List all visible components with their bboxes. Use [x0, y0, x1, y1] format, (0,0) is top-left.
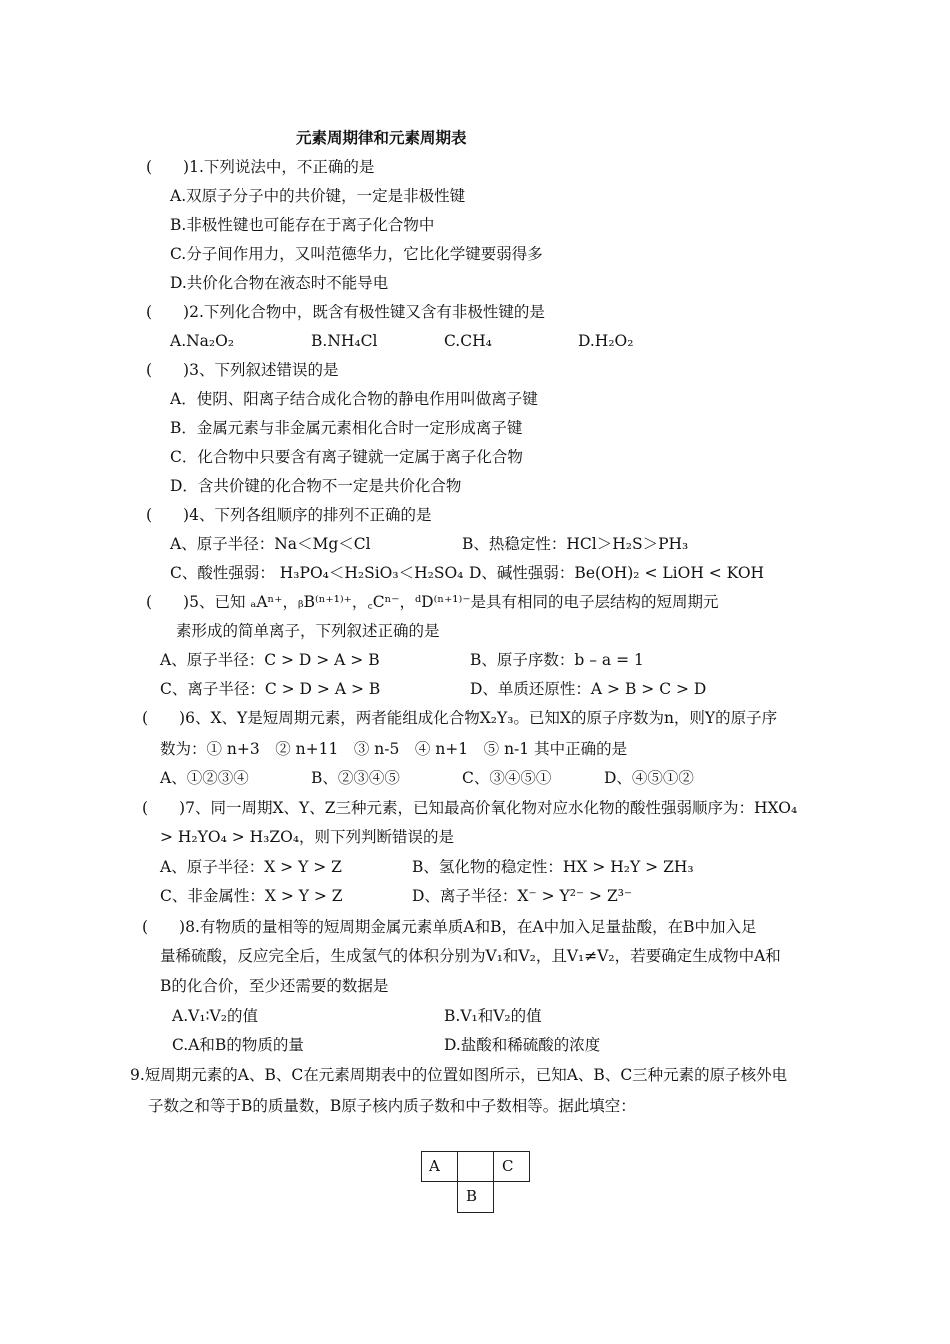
- question-7-stem-line-2: > H₂YO₄ > H₃ZO₄，则下列判断错误的是: [160, 828, 455, 846]
- grid-label-b: B: [466, 1187, 478, 1205]
- question-6-option-d: D、④⑤①②: [604, 769, 694, 787]
- question-6-option-c: C、③④⑤①: [462, 769, 552, 787]
- question-3-stem: ( )3、下列叙述错误的是: [146, 361, 339, 379]
- question-2-option-c: C.CH₄: [444, 332, 492, 350]
- question-4-option-c: C、酸性强弱： H₃PO₄＜H₂SiO₃＜H₂SO₄: [170, 564, 464, 582]
- question-1-stem: ( )1.下列说法中，不正确的是: [146, 158, 375, 176]
- grid-cell-b: [457, 1181, 494, 1213]
- question-1-option-d: D.共价化合物在液态时不能导电: [170, 274, 389, 292]
- question-4-option-a: A、原子半径：Na＜Mg＜Cl: [170, 535, 371, 553]
- question-8-option-c: C.A和B的物质的量: [172, 1036, 304, 1054]
- question-2-option-d: D.H₂O₂: [578, 332, 634, 350]
- question-8-option-d: D.盐酸和稀硫酸的浓度: [444, 1036, 601, 1054]
- question-9-stem-line-2: 子数之和等于B的质量数，B原子核内质子数和中子数相等。据此填空：: [148, 1097, 636, 1115]
- question-4-option-b: B、热稳定性：HCl＞H₂S＞PH₃: [462, 535, 689, 553]
- question-8-stem-line-1: ( )8.有物质的量相等的短周期金属元素单质A和B，在A中加入足量盐酸，在B中加入足: [142, 918, 757, 936]
- question-6-stem-line-2: 数为：① n+3 ② n+11 ③ n-5 ④ n+1 ⑤ n-1 其中正确的是: [160, 740, 628, 758]
- question-8-option-b: B.V₁和V₂的值: [444, 1007, 542, 1025]
- question-7-option-b: B、氢化物的稳定性：HX > H₂Y > ZH₃: [412, 858, 694, 876]
- question-6-stem-line-1: ( )6、X、Y是短周期元素，两者能组成化合物X₂Y₃。已知X的原子序数为n，则Y的原子序: [142, 709, 778, 727]
- question-2-stem: ( )2.下列化合物中，既含有极性键又含有非极性键的是: [146, 303, 545, 321]
- question-3-option-c: C．化合物中只要含有离子键就一定属于离子化合物: [170, 448, 523, 466]
- question-5-stem-line-2: 素形成的简单离子，下列叙述正确的是: [176, 622, 440, 640]
- question-7-stem-line-1: ( )7、同一周期X、Y、Z三种元素，已知最高价氧化物对应水化物的酸性强弱顺序为：HXO₄: [142, 799, 798, 817]
- question-2-option-b: B.NH₄Cl: [311, 332, 378, 350]
- question-1-option-a: A.双原子分子中的共价键，一定是非极性键: [170, 187, 466, 205]
- question-1-option-b: B.非极性键也可能存在于离子化合物中: [170, 216, 435, 234]
- grid-cell-c: [493, 1151, 530, 1182]
- question-8-stem-line-2: 量稀硫酸，反应完全后，生成氢气的体积分别为V₁和V₂，且V₁≠V₂，若要确定生成物中A和: [160, 947, 781, 965]
- grid-cell-middle: [457, 1151, 494, 1182]
- question-5-option-b: B、原子序数：b – a = 1: [470, 651, 644, 669]
- question-4-stem: ( )4、下列各组顺序的排列不正确的是: [146, 506, 432, 524]
- question-9-stem-line-1: 9.短周期元素的A、B、C在元素周期表中的位置如图所示，已知A、B、C三种元素的原子核外电: [130, 1066, 788, 1084]
- question-3-option-d: D．含共价键的化合物不一定是共价化合物: [170, 477, 462, 495]
- question-5-option-d: D、单质还原性：A > B > C > D: [470, 680, 707, 698]
- question-5-stem-line-1: ( )5、已知 ₐAⁿ⁺，ᵦB⁽ⁿ⁺¹⁾⁺，꜀Cⁿ⁻，ᵈD⁽ⁿ⁺¹⁾⁻是具有相同的电子层结构的短周期元: [146, 593, 719, 611]
- grid-label-c: C: [502, 1157, 514, 1175]
- grid-cell-a: [421, 1151, 458, 1182]
- question-4-option-d: D、碱性强弱：Be(OH)₂ < LiOH < KOH: [469, 564, 765, 582]
- question-5-option-a: A、原子半径：C > D > A > B: [160, 651, 380, 669]
- grid-label-a: A: [429, 1157, 440, 1175]
- question-7-option-a: A、原子半径：X > Y > Z: [160, 858, 342, 876]
- question-5-option-c: C、离子半径：C > D > A > B: [160, 680, 381, 698]
- question-8-option-a: A.V₁∶V₂的值: [172, 1007, 258, 1025]
- question-2-option-a: A.Na₂O₂: [170, 332, 235, 350]
- question-3-option-a: A．使阴、阳离子结合成化合物的静电作用叫做离子键: [170, 390, 538, 408]
- page-title: 元素周期律和元素周期表: [296, 128, 467, 147]
- question-3-option-b: B．金属元素与非金属元素相化合时一定形成离子键: [170, 419, 523, 437]
- question-6-option-b: B、②③④⑤: [311, 769, 400, 787]
- question-7-option-d: D、离子半径：X⁻ > Y²⁻ > Z³⁻: [412, 887, 633, 905]
- question-6-option-a: A、①②③④: [160, 769, 249, 787]
- question-7-option-c: C、非金属性：X > Y > Z: [160, 887, 343, 905]
- question-8-stem-line-3: B的化合价，至少还需要的数据是: [160, 977, 389, 995]
- question-1-option-c: C.分子间作用力，又叫范德华力，它比化学键要弱得多: [170, 245, 543, 263]
